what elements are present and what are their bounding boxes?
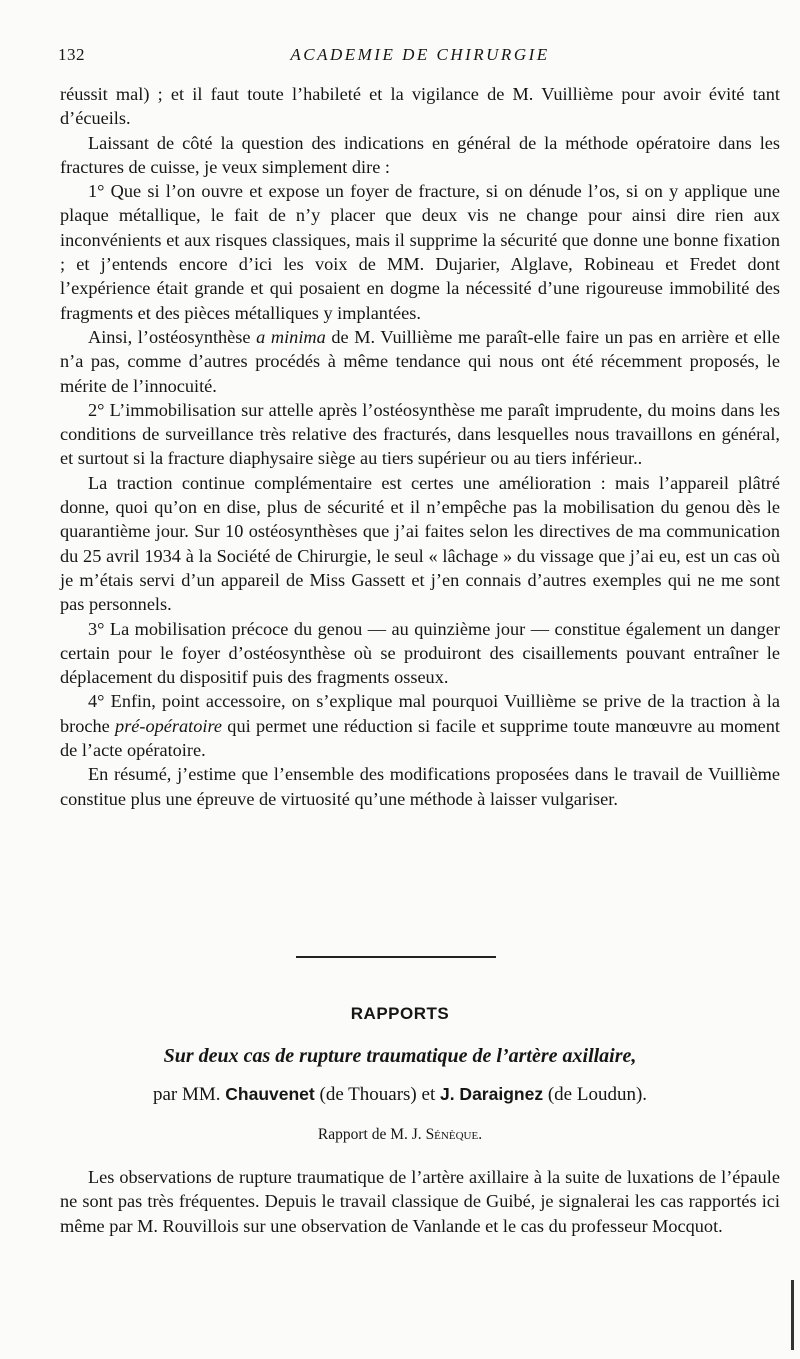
author-name: J. Daraignez	[439, 1084, 544, 1104]
paragraph: 1° Que si l’on ouvre et expose un foyer de fracture, si on dénude l’os, si on y applique une plaque métallique, le fait de n’y placer que deux vis ne change pour ainsi dire rien aux inconvénients et aux risques classiques, mais il supprime la sécurité que donne une bonne fixation ; et j’entends encore d’ici les voix de MM. Dujarier, Alglave, Robineau et Fredet dont l’expérience était grande et qui posaient en dogme la nécessité d’une rigoureuse immobilité des fragments et des pièces métalliques y implantées.	[60, 181, 780, 323]
author-name: Chauvenet	[225, 1084, 315, 1104]
byline-par: par MM.	[152, 1084, 226, 1105]
text-run: Ainsi, l’ostéosynthèse	[88, 326, 257, 347]
text-run: qui permet une réduction si facile et supprime toute manœuvre au moment de l’acte opératoire.	[60, 715, 780, 761]
paragraph: 3° La mobilisation précoce du genou — au quinzième jour — constitue également un danger certain pour le foyer d’ostéosynthèse où se produiront des cisaillements pouvant entraîner le déplacement du dispositif puis des fragments osseux.	[60, 618, 780, 688]
scan-edge-mark	[791, 1280, 794, 1350]
rapporteur-name: Sénèque	[425, 1126, 479, 1143]
section-divider	[296, 956, 496, 958]
article-title: Sur deux cas de rupture traumatique de l’artère axillaire,	[163, 1045, 637, 1067]
paragraph: 2° L’immobilisation sur attelle après l’ostéosynthèse me paraît imprudente, du moins dans les conditions de surveillance très relative des fracturés, dans lesquelles nous travaillons en général, et surtout si la fracture diaphysaire siège au tiers supérieur ou au tiers inférieur..	[60, 399, 780, 469]
paragraph: Laissant de côté la question des indications en général de la méthode opératoire dans les fractures de cuisse, je veux simplement dire :	[60, 132, 780, 177]
body-text-2	[60, 1165, 780, 1238]
author-origin: (de Loudun).	[543, 1084, 648, 1105]
byline	[0, 1084, 800, 1106]
section-heading: RAPPORTS	[350, 1004, 450, 1023]
author-origin: (de Thouars) et	[314, 1084, 440, 1105]
rapport-prefix: Rapport de M. J.	[317, 1126, 426, 1143]
paragraph: réussit mal) ; et il faut toute l’habileté et la vigilance de M. Vuillième pour avoir évité tant d’écueils.	[60, 84, 780, 129]
paragraph: En résumé, j’estime que l’ensemble des modifications proposées dans le travail de Vuillième constitue plus une épreuve de virtuosité qu’une méthode à laisser vulgariser.	[60, 764, 780, 809]
italic-phrase: pré-opératoire	[115, 715, 223, 736]
paragraph	[60, 325, 780, 398]
paragraph: Les observations de rupture traumatique de l’artère axillaire à la suite de luxations de l’épaule ne sont pas très fréquentes. Depuis le travail classique de Guibé, je signalerai les cas rapportés ici même par M. Rouvillois sur une observation de Vanlande et le cas du professeur Mocquot.	[60, 1167, 780, 1236]
paragraph	[60, 689, 780, 762]
text-run: de M. Vuillième me paraît-elle faire un pas en arrière et elle n’a pas, comme d’autres procédés à même tendance qui nous ont été récemment proposés, le mérite de l’innocuité.	[60, 326, 780, 396]
paragraph: La traction continue complémentaire est certes une amélioration : mais l’appareil plâtré donne, quoi qu’on en dise, plus de sécurité et il n’empêche pas la mobilisation du genou dès le quarantième jour. Sur 10 ostéosynthèses que j’ai faites selon les directives de ma communication du 25 avril 1934 à la Société de Chirurgie, le seul « lâchage » du vissage que j’ai eu, est un cas où je m’étais servi d’un appareil de Miss Gassett et j’en connais d’autres exemples qui ne me sont pas personnels.	[60, 472, 780, 615]
rapport-suffix: .	[478, 1126, 483, 1143]
page-number: 132	[58, 45, 85, 64]
italic-phrase: a minima	[256, 326, 326, 347]
running-head: ACADEMIE DE CHIRURGIE	[290, 45, 550, 64]
body-text	[60, 82, 780, 811]
rapport-line	[0, 1126, 800, 1144]
text-run: 4° Enfin, point accessoire, on s’explique mal pourquoi Vuillième se prive de la traction à la broche	[60, 691, 780, 736]
